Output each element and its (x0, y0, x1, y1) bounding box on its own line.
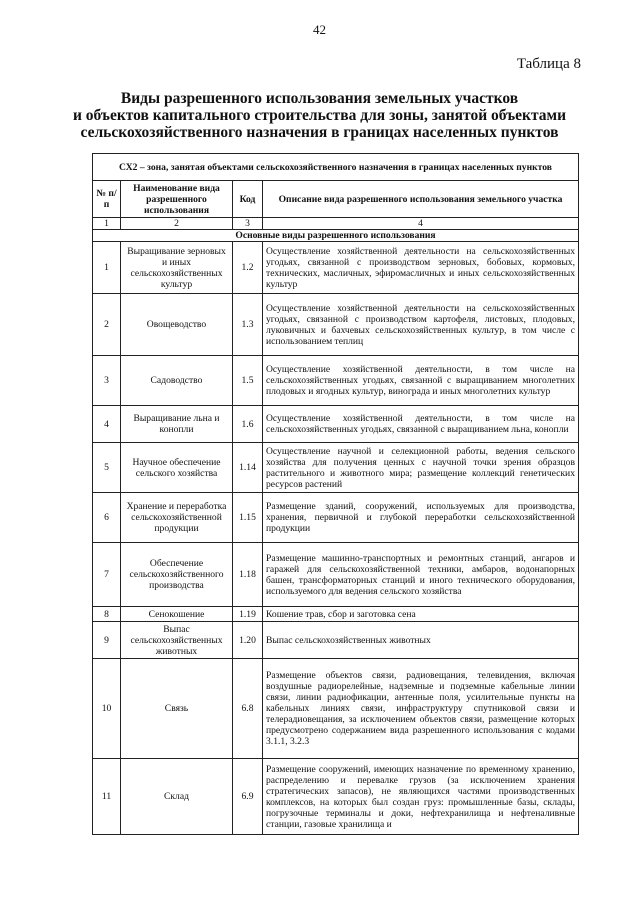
row-number: 11 (93, 759, 121, 835)
table-row (93, 242, 579, 294)
row-use-name: Научное обеспечение сельского хозяйства (121, 443, 233, 493)
section-row (93, 230, 579, 242)
column-index: 4 (263, 218, 579, 230)
row-description: Осуществление хозяйственной деятельности на сельскохозяйственных угодьях, связанной с производством картофеля, листовых, плодовых, луковичных и бахчевых сельскохозяйственных культур, в том числе с использованием теплиц (263, 294, 579, 356)
document-heading (40, 90, 599, 141)
row-number: 9 (93, 622, 121, 659)
table-row (93, 622, 579, 659)
row-use-name: Овощеводство (121, 294, 233, 356)
row-number: 5 (93, 443, 121, 493)
heading-line-1: Виды разрешенного использования земельных участков (120, 90, 519, 107)
row-use-name: Склад (121, 759, 233, 835)
row-number: 2 (93, 294, 121, 356)
row-number: 7 (93, 543, 121, 607)
row-code: 6.8 (233, 659, 263, 759)
header-name: Наименование вида разрешенного использования (121, 181, 233, 218)
table-row (93, 543, 579, 607)
row-use-name: Хранение и переработка сельскохозяйственной продукции (121, 493, 233, 543)
land-use-table (92, 153, 579, 835)
row-code: 6.9 (233, 759, 263, 835)
table-row (93, 406, 579, 443)
row-description: Размещение зданий, сооружений, используемых для производства, хранения, первичной и глубокой переработки сельскохозяйственной продукции (263, 493, 579, 543)
row-code: 1.20 (233, 622, 263, 659)
row-use-name: Выпас сельскохозяйственных животных (121, 622, 233, 659)
header-code: Код (233, 181, 263, 218)
header-row (93, 181, 579, 218)
row-description: Размещение объектов связи, радиовещания, телевидения, включая воздушные радиорелейные, надземные и подземные кабельные линии связи, линии радиофикации, антенные поля, усилительные пункты на кабельных линиях связи, инфраструктуру спутниковой связи и телерадиовещания, за исключением объектов связи, размещение которых предусмотрено содержанием вида разрешенного использования с кодами 3.1.1, 3.2.3 (263, 659, 579, 759)
table-row (93, 659, 579, 759)
row-code: 1.19 (233, 607, 263, 622)
table-row (93, 294, 579, 356)
table-label: Таблица 8 (516, 56, 581, 72)
page-number: 42 (313, 22, 326, 37)
row-description: Размещение машинно-транспортных и ремонтных станций, ангаров и гаражей для сельскохозяйственной техники, амбаров, водонапорных башен, трансформаторных станций и иного технического оборудования, используемого для ведения сельского хозяйства (263, 543, 579, 607)
zone-title: СХ2 – зона, занятая объектами сельскохозяйственного назначения в границах населенных пунктов (93, 154, 579, 181)
row-number: 10 (93, 659, 121, 759)
column-index: 2 (121, 218, 233, 230)
row-description: Осуществление хозяйственной деятельности на сельскохозяйственных угодьях, связанной с производством зерновых, бобовых, кормовых, технических, масличных, эфиромасличных и иных сельскохозяйственных культур (263, 242, 579, 294)
row-description: Кошение трав, сбор и заготовка сена (263, 607, 579, 622)
header-num: № п/п (93, 181, 121, 218)
heading-line-3: сельскохозяйственного назначения в границах населенных пунктов (80, 124, 559, 141)
header-desc: Описание вида разрешенного использования земельного участка (263, 181, 579, 218)
row-use-name: Выращивание льна и конопли (121, 406, 233, 443)
column-index: 1 (93, 218, 121, 230)
row-use-name: Сенокошение (121, 607, 233, 622)
table-row (93, 356, 579, 406)
table-row (93, 443, 579, 493)
column-index-row (93, 218, 579, 230)
row-description: Выпас сельскохозяйственных животных (263, 622, 579, 659)
row-number: 4 (93, 406, 121, 443)
row-number: 3 (93, 356, 121, 406)
row-code: 1.2 (233, 242, 263, 294)
row-description: Размещение сооружений, имеющих назначение по временному хранению, распределению и перевалке грузов (за исключением хранения стратегических запасов), не являющихся частями производственных комплексов, на которых был создан груз: промышленные базы, склады, погрузочные терминалы и доки, нефтехранилища и нефтеналивные станции, газовые хранилища и (263, 759, 579, 835)
heading-line-2: и объектов капитального строительства для зоны, занятой объектами (72, 107, 567, 124)
row-number: 1 (93, 242, 121, 294)
column-index: 3 (233, 218, 263, 230)
row-use-name: Обеспечение сельскохозяйственного производства (121, 543, 233, 607)
table-row (93, 493, 579, 543)
row-description: Осуществление хозяйственной деятельности, в том числе на сельскохозяйственных угодьях, связанной с выращиванием многолетних плодовых и ягодных культур, винограда и иных многолетних культур (263, 356, 579, 406)
row-number: 6 (93, 493, 121, 543)
row-code: 1.18 (233, 543, 263, 607)
row-code: 1.6 (233, 406, 263, 443)
row-code: 1.14 (233, 443, 263, 493)
table-row (93, 759, 579, 835)
section-title: Основные виды разрешенного использования (93, 230, 579, 242)
row-description: Осуществление научной и селекционной работы, ведения сельского хозяйства для получения ценных с научной точки зрения образцов растительного и животного мира; размещение коллекций генетических ресурсов растений (263, 443, 579, 493)
row-use-name: Выращивание зерновых и иных сельскохозяйственных культур (121, 242, 233, 294)
row-use-name: Садоводство (121, 356, 233, 406)
zone-title-row (93, 154, 579, 181)
row-code: 1.3 (233, 294, 263, 356)
row-number: 8 (93, 607, 121, 622)
row-description: Осуществление хозяйственной деятельности, в том числе на сельскохозяйственных угодьях, связанной с выращиванием льна, конопли (263, 406, 579, 443)
row-code: 1.5 (233, 356, 263, 406)
table-row (93, 607, 579, 622)
row-code: 1.15 (233, 493, 263, 543)
row-use-name: Связь (121, 659, 233, 759)
